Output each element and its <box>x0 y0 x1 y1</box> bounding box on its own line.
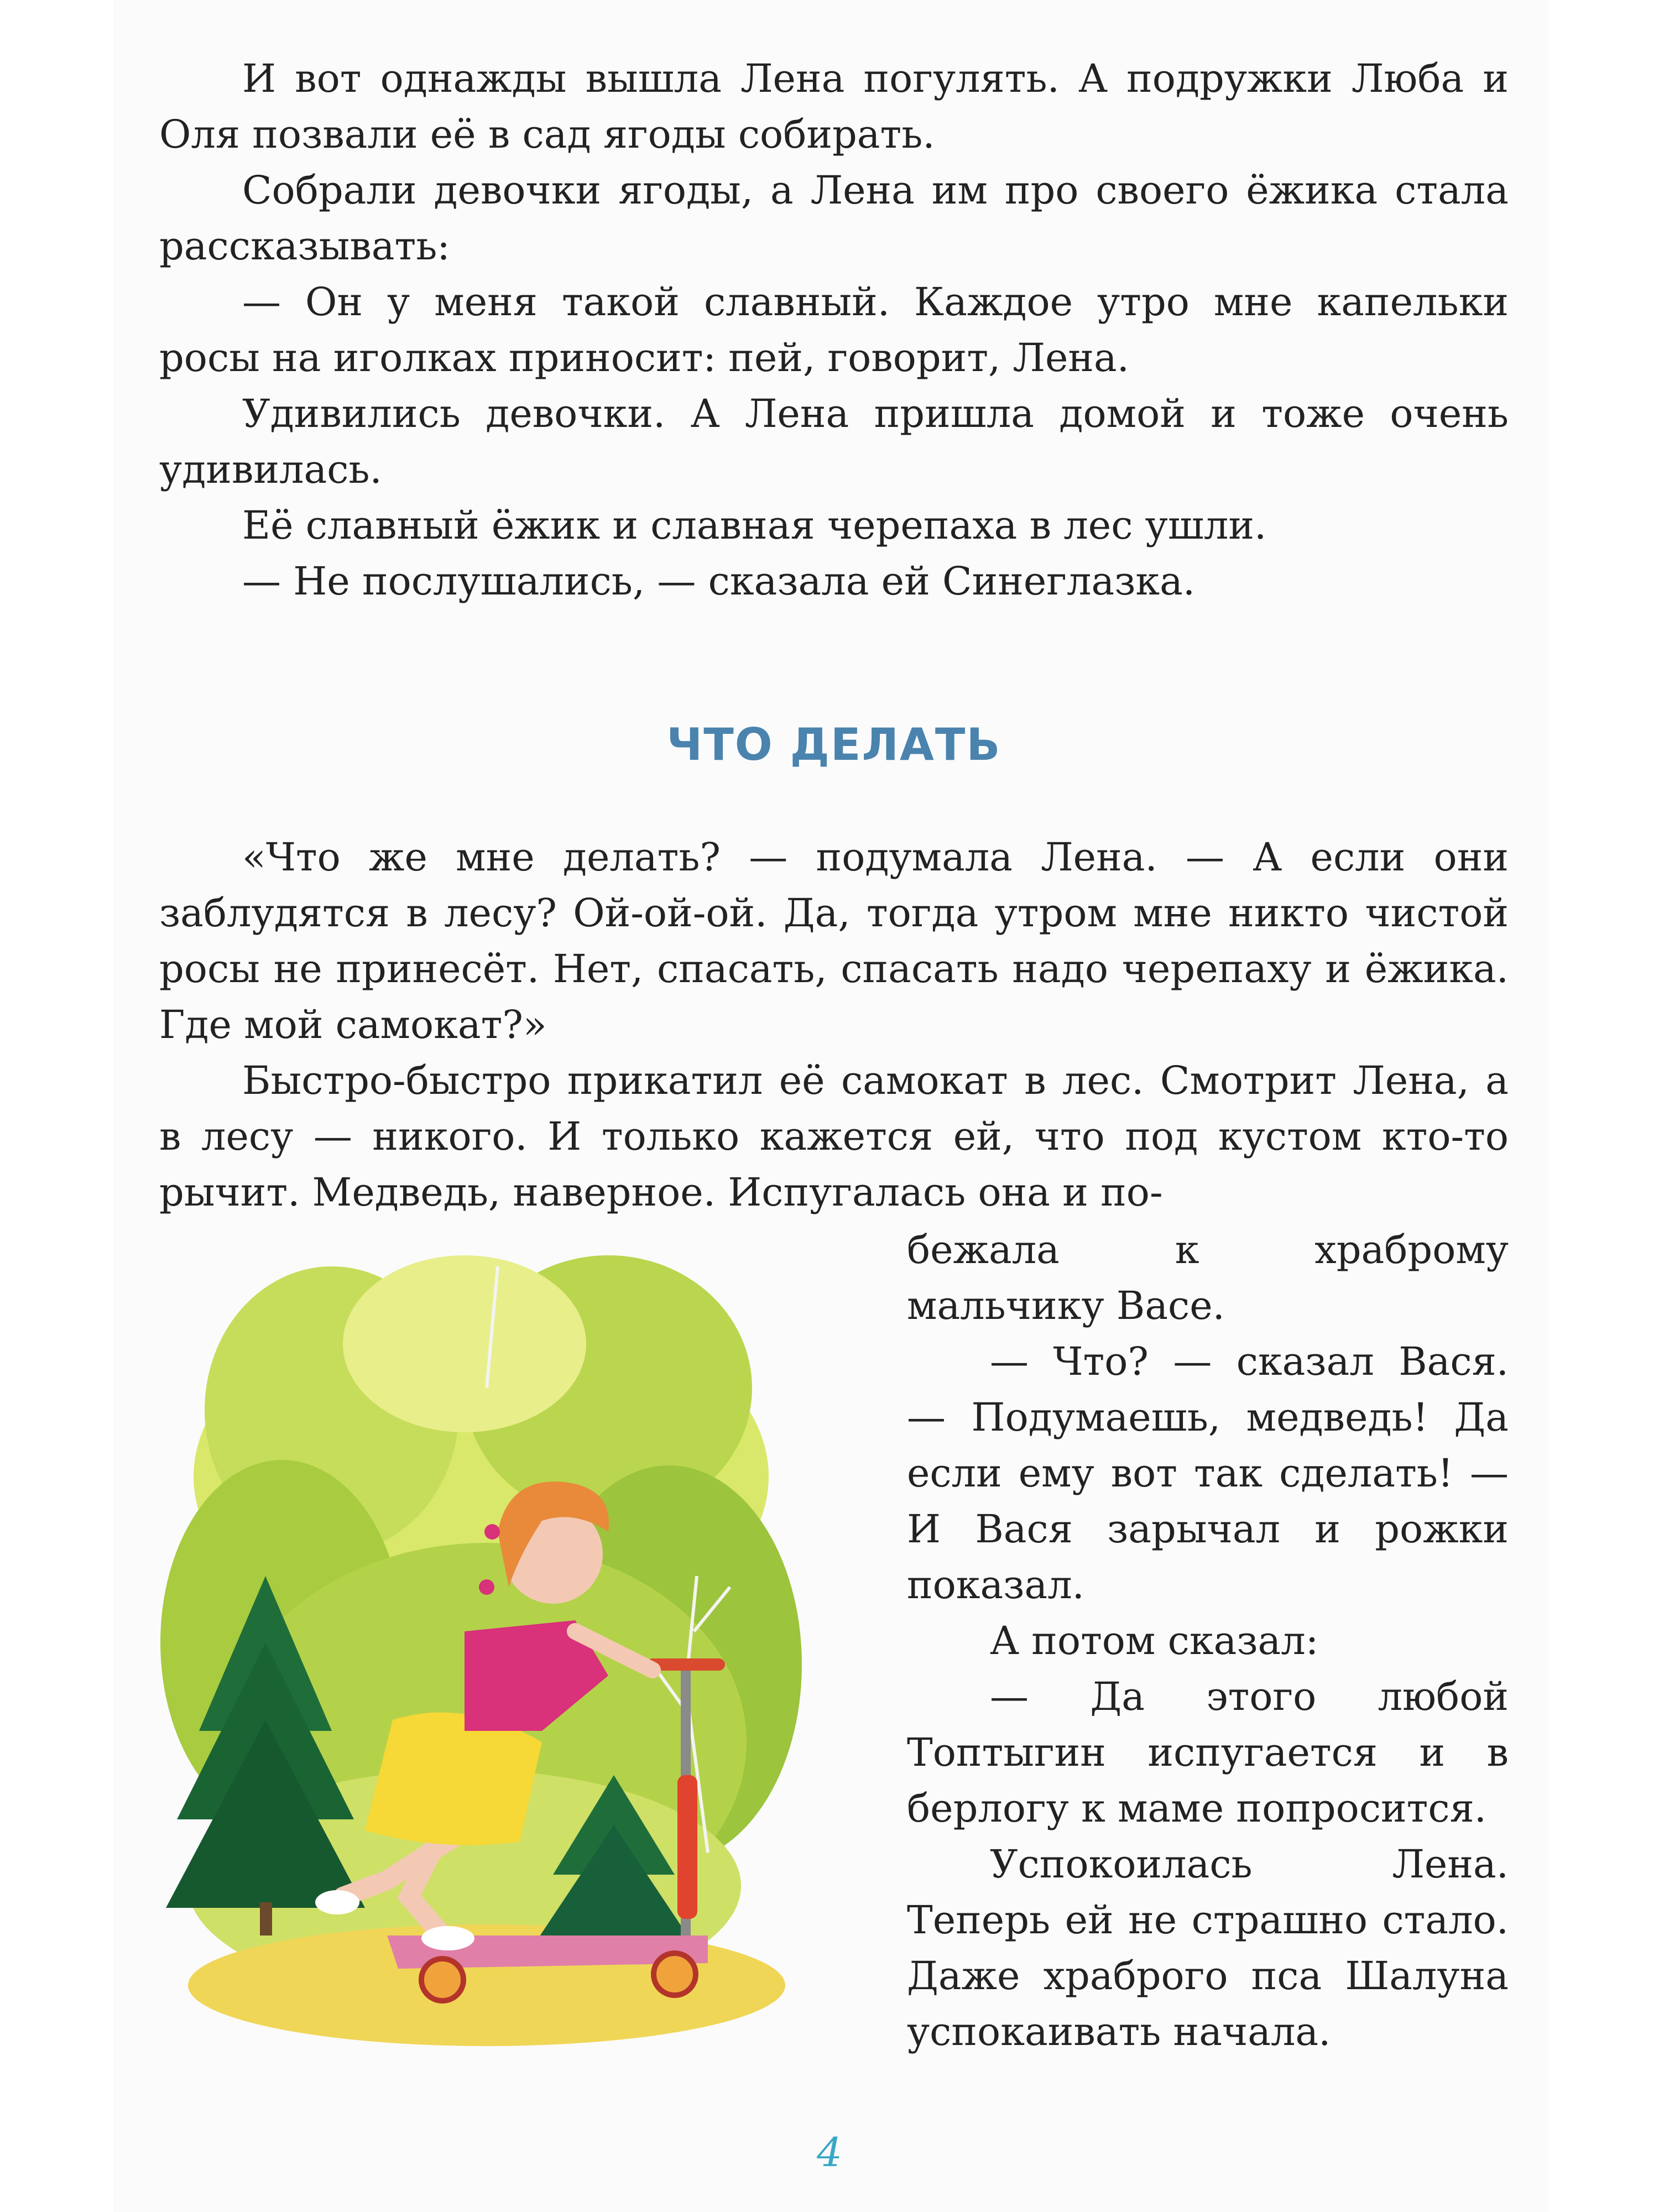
middle-text-block <box>159 830 1509 1220</box>
paragraph: — Да этого любой Топтыгин испугается и в берлогу к маме попросится. <box>907 1674 1509 1831</box>
paragraph: — Он у меня такой славный. Каждое утро мне капельки росы на иголках приносит: пей, говорит, Лена. <box>159 279 1509 380</box>
right-text-block <box>907 1222 1509 2060</box>
paragraph: И вот однажды вышла Лена погулять. А подружки Люба и Оля позвали её в сад ягоды собирать. <box>159 56 1509 157</box>
girl-on-scooter-illustration <box>155 1244 807 2068</box>
chapter-heading: ЧТО ДЕЛАТЬ <box>666 719 1001 770</box>
paragraph: Удивились девочки. А Лена пришла домой и тоже очень удивилась. <box>159 391 1509 492</box>
paragraph: А потом сказал: <box>990 1618 1319 1663</box>
paragraph: «Что же мне делать? — подумала Лена. — А если они заблудятся в лесу? Ой-ой-ой. Да, тогда утром мне никто чистой росы не принесёт. Нет, спасать, спасать надо черепаху и ёжика. Где мой самокат?» <box>159 834 1509 1047</box>
paragraph: Собрали девочки ягоды, а Лена им про своего ёжика стала рассказывать: <box>159 168 1509 269</box>
paragraph: Её славный ёжик и славная черепаха в лес ушли. <box>242 503 1267 548</box>
paragraph: — Не послушались, — сказала ей Синеглазка. <box>242 559 1196 604</box>
paragraph: Быстро-быстро прикатил её самокат в лес. Смотрит Лена, а в лесу — никого. И только кажется ей, что под кустом кто-то рычит. Медведь, наверное. Испугалась она и по- <box>159 1058 1509 1215</box>
paragraph: Успокоилась Лена. Теперь ей не страшно стало. Даже храброго пса Шалуна успокаивать начала. <box>907 1841 1509 2054</box>
top-text-block <box>159 51 1509 609</box>
page-number: 4 <box>817 2129 842 2176</box>
paragraph: — Что? — сказал Вася. — Подумаешь, медведь! Да если ему вот так сделать! — И Вася зарычал и рожки показал. <box>907 1339 1509 1608</box>
paragraph: бежала к храброму мальчику Васе. <box>907 1227 1509 1328</box>
